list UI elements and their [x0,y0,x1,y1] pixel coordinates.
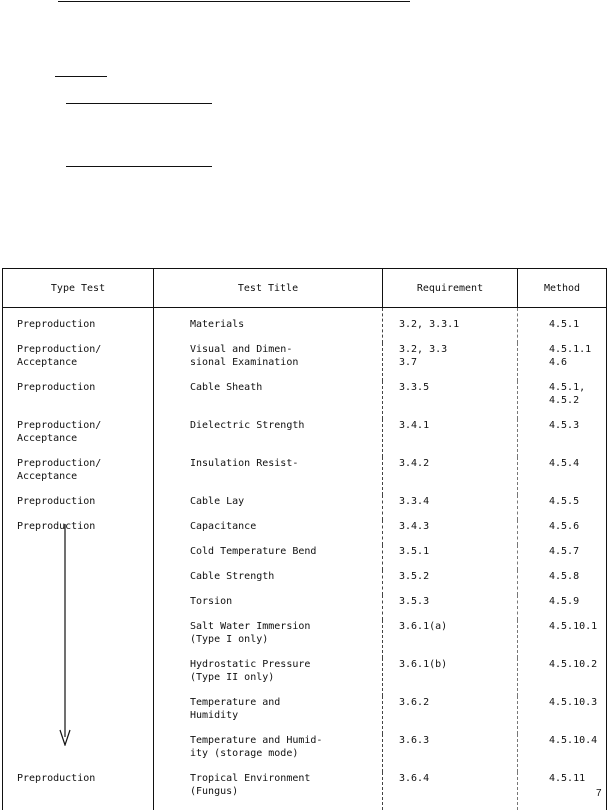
method-cell-text: 4.5.10.4 [549,734,606,747]
method-cell [518,595,607,620]
header-requirement: Requirement [383,269,518,308]
method-cell-text: 4.5.1 [549,318,606,331]
table-row [3,570,607,595]
test-title-cell-text: Dielectric Strength [190,419,382,432]
table-row [3,772,607,810]
test-title-cell [154,570,383,595]
type-test-cell [3,419,154,457]
requirements-table [2,268,607,810]
test-title-cell [154,595,383,620]
requirement-cell-text: 3.6.2 [399,696,517,709]
type-test-cell [3,545,154,570]
test-title-cell [154,520,383,545]
test-title-cell-text: Torsion [190,595,382,608]
type-test-cell-text: Preproduction [17,381,153,394]
test-title-cell-text: Cable Lay [190,495,382,508]
method-cell-text: 4.5.1.1 4.6 [549,343,606,369]
method-cell [518,520,607,545]
page-number: 7 [596,788,602,799]
test-title-cell [154,734,383,772]
table-header-row [3,269,607,308]
test-title-cell [154,457,383,495]
method-cell-text: 4.5.10.3 [549,696,606,709]
test-title-cell-text: Hydrostatic Pressure (Type II only) [190,658,382,684]
method-cell-text: 4.5.1, 4.5.2 [549,381,606,407]
type-test-cell [3,520,154,545]
table-body [3,308,607,810]
table-row [3,620,607,658]
type-test-cell [3,381,154,419]
type-test-cell [3,620,154,658]
method-cell-text: 4.5.10.2 [549,658,606,671]
table-row [3,381,607,419]
table-row [3,308,607,344]
type-test-cell [3,658,154,696]
test-title-cell-text: Cold Temperature Bend [190,545,382,558]
requirement-cell-text: 3.6.3 [399,734,517,747]
method-cell [518,495,607,520]
type-test-cell [3,570,154,595]
method-cell [518,772,607,810]
type-test-cell [3,696,154,734]
table-row [3,545,607,570]
type-test-cell-text: Preproduction [17,772,153,785]
test-title-cell [154,495,383,520]
continuation-arrow [59,524,71,746]
test-title-cell-text: Materials [190,318,382,331]
test-title-cell [154,696,383,734]
test-title-cell-text: Temperature and Humid- ity (storage mode) [190,734,382,760]
type-test-cell [3,495,154,520]
requirement-cell [383,308,518,344]
requirement-cell-text: 3.6.1(a) [399,620,517,633]
requirement-cell [383,520,518,545]
test-title-cell [154,381,383,419]
requirement-cell-text: 3.2, 3.3 3.7 [399,343,517,369]
method-cell [518,381,607,419]
method-cell [518,570,607,595]
type-test-cell [3,772,154,810]
table-row [3,734,607,772]
method-cell [518,419,607,457]
test-title-cell [154,343,383,381]
method-cell-text: 4.5.3 [549,419,606,432]
method-cell-text: 4.5.11 [549,772,606,785]
type-test-cell [3,343,154,381]
method-cell [518,457,607,495]
method-cell [518,696,607,734]
table-row [3,419,607,457]
requirement-cell [383,419,518,457]
type-test-cell-text: Preproduction [17,495,153,508]
type-test-cell-text: Preproduction/ Acceptance [17,343,153,369]
requirement-cell [383,772,518,810]
subsection-rule [66,166,212,167]
requirement-cell-text: 3.5.3 [399,595,517,608]
requirement-cell-text: 3.3.5 [399,381,517,394]
test-title-cell [154,545,383,570]
requirement-cell [383,495,518,520]
header-type-test: Type Test [3,269,154,308]
test-title-cell [154,308,383,344]
requirement-cell-text: 3.4.3 [399,520,517,533]
type-test-cell-text: Preproduction [17,520,153,533]
method-cell [518,658,607,696]
method-cell [518,308,607,344]
requirement-cell [383,343,518,381]
test-title-cell-text: Capacitance [190,520,382,533]
requirement-cell [383,734,518,772]
table-row [3,520,607,545]
requirement-cell-text: 3.3.4 [399,495,517,508]
section-rule [55,76,107,77]
requirement-cell [383,381,518,419]
table-row [3,343,607,381]
test-title-cell [154,772,383,810]
method-cell [518,620,607,658]
requirement-cell-text: 3.5.2 [399,570,517,583]
test-title-cell-text: Visual and Dimen- sional Examination [190,343,382,369]
type-test-cell [3,457,154,495]
test-title-cell [154,419,383,457]
method-cell [518,545,607,570]
method-cell [518,343,607,381]
table-row [3,457,607,495]
requirement-cell-text: 3.4.2 [399,457,517,470]
type-test-cell [3,595,154,620]
test-title-cell-text: Salt Water Immersion (Type I only) [190,620,382,646]
test-title-cell-text: Insulation Resist- [190,457,382,470]
type-test-cell [3,308,154,344]
requirement-cell-text: 3.5.1 [399,545,517,558]
test-title-cell-text: Tropical Environment (Fungus) [190,772,382,798]
subsection-rule [66,103,212,104]
requirement-cell [383,595,518,620]
header-method: Method [518,269,607,308]
requirement-cell-text: 3.6.1(b) [399,658,517,671]
requirement-cell-text: 3.2, 3.3.1 [399,318,517,331]
heading-rule [58,1,410,2]
type-test-cell-text: Preproduction [17,318,153,331]
table-row [3,696,607,734]
method-cell-text: 4.5.5 [549,495,606,508]
header-test-title: Test Title [154,269,383,308]
test-title-cell [154,658,383,696]
test-title-cell-text: Cable Strength [190,570,382,583]
requirement-cell [383,620,518,658]
method-cell-text: 4.5.10.1 [549,620,606,633]
requirement-cell [383,696,518,734]
method-cell-text: 4.5.9 [549,595,606,608]
test-title-cell [154,620,383,658]
requirement-cell [383,658,518,696]
requirement-cell-text: 3.4.1 [399,419,517,432]
table-row [3,658,607,696]
type-test-cell-text: Preproduction/ Acceptance [17,419,153,445]
test-title-cell-text: Temperature and Humidity [190,696,382,722]
table-row [3,495,607,520]
method-cell-text: 4.5.6 [549,520,606,533]
test-title-cell-text: Cable Sheath [190,381,382,394]
method-cell [518,734,607,772]
requirement-cell-text: 3.6.4 [399,772,517,785]
method-cell-text: 4.5.4 [549,457,606,470]
method-cell-text: 4.5.8 [549,570,606,583]
table-row [3,595,607,620]
type-test-cell [3,734,154,772]
type-test-cell-text: Preproduction/ Acceptance [17,457,153,483]
method-cell-text: 4.5.7 [549,545,606,558]
requirement-cell [383,545,518,570]
requirement-cell [383,570,518,595]
requirement-cell [383,457,518,495]
